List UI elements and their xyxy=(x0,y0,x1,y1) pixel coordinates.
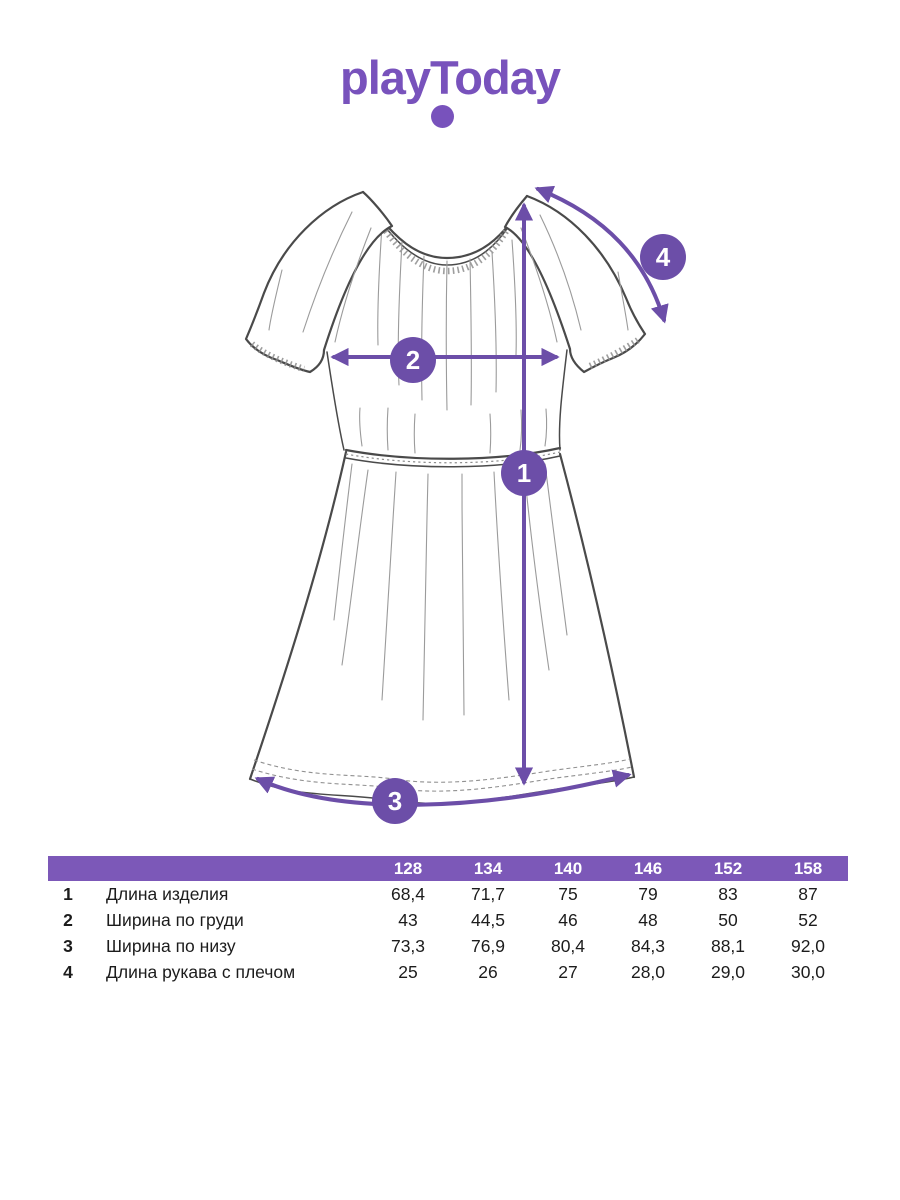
cell-value: 83 xyxy=(718,883,738,904)
cell-value: 71,7 xyxy=(470,883,506,904)
cell-value: 46 xyxy=(558,909,578,930)
cell-value: 87 xyxy=(798,883,818,904)
cell-value: 27 xyxy=(558,961,578,982)
size-table-header xyxy=(48,856,848,881)
table-row xyxy=(48,881,848,907)
size-column-header: 128 xyxy=(393,858,423,878)
size-table xyxy=(48,856,848,985)
marker-1-label: 1 xyxy=(516,458,532,488)
table-row xyxy=(48,933,848,959)
skirt xyxy=(250,452,634,803)
marker-4-label: 4 xyxy=(655,242,671,272)
row-number: 3 xyxy=(63,935,73,956)
cell-value: 80,4 xyxy=(550,935,586,956)
row-label: Ширина по груди xyxy=(106,909,244,930)
row-label: Длина рукава с плечом xyxy=(106,961,296,982)
cell-value: 92,0 xyxy=(790,935,826,956)
cell-value: 79 xyxy=(638,883,658,904)
cell-value: 75 xyxy=(558,883,578,904)
cell-value: 29,0 xyxy=(710,961,746,982)
marker-2-label: 2 xyxy=(405,345,421,375)
cell-value: 26 xyxy=(478,961,498,982)
size-column-header: 134 xyxy=(473,858,503,878)
cell-value: 50 xyxy=(718,909,738,930)
cell-value: 68,4 xyxy=(390,883,426,904)
row-number: 4 xyxy=(63,961,73,982)
size-column-header: 158 xyxy=(793,858,823,878)
row-label: Длина изделия xyxy=(106,883,229,904)
cell-value: 43 xyxy=(398,909,418,930)
size-column-header: 146 xyxy=(633,858,663,878)
cell-value: 30,0 xyxy=(790,961,826,982)
cell-value: 48 xyxy=(638,909,658,930)
table-row xyxy=(48,959,848,985)
row-number: 1 xyxy=(63,883,73,904)
table-row xyxy=(48,907,848,933)
cell-value: 44,5 xyxy=(470,909,506,930)
row-label: Ширина по низу xyxy=(106,935,236,956)
cell-value: 88,1 xyxy=(710,935,746,956)
row-number: 2 xyxy=(63,909,73,930)
size-column-header: 152 xyxy=(713,858,743,878)
cell-value: 25 xyxy=(398,961,418,982)
cell-value: 28,0 xyxy=(630,961,666,982)
cell-value: 73,3 xyxy=(390,935,426,956)
skirt-panel xyxy=(250,452,634,803)
size-column-header: 140 xyxy=(553,858,583,878)
cell-value: 84,3 xyxy=(630,935,666,956)
cell-value: 52 xyxy=(798,909,818,930)
cell-value: 76,9 xyxy=(470,935,506,956)
brand-logo-text: playToday xyxy=(340,51,560,104)
marker-3-label: 3 xyxy=(387,786,403,816)
